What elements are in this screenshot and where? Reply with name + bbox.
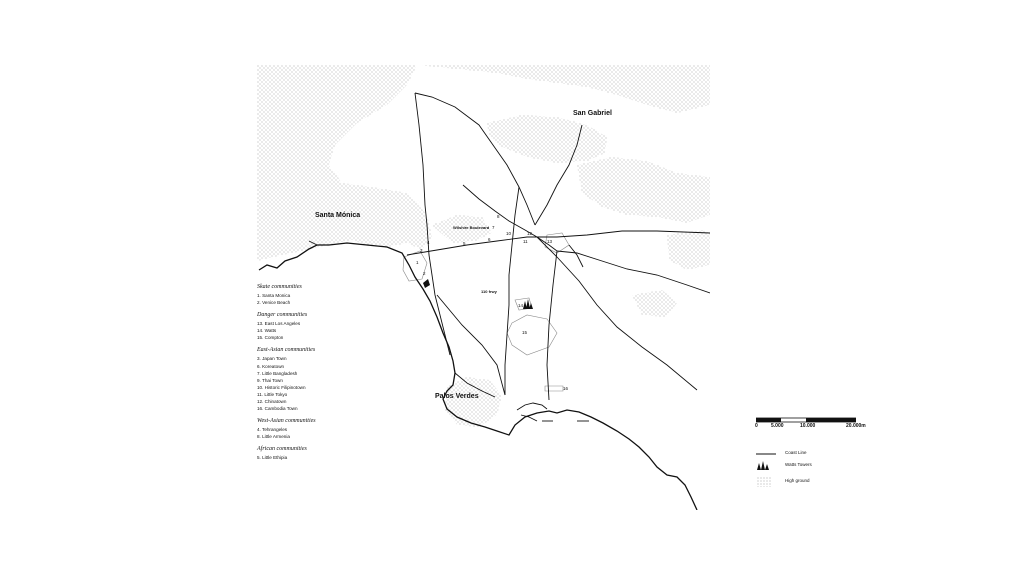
map-num-4: 4 xyxy=(427,240,430,245)
legend-item: 13. East Los Angeles xyxy=(257,321,301,327)
map-num-6: 6 xyxy=(488,237,491,242)
scale-label-5000: 5.000 xyxy=(771,423,784,429)
key-coast-line xyxy=(754,449,854,459)
key-high-ground xyxy=(754,477,854,487)
map-num-8: 8 xyxy=(497,214,500,219)
map-num-3: 3 xyxy=(420,248,423,253)
legend-item: 6. Koreatown xyxy=(257,363,285,369)
road-east-arc xyxy=(569,245,583,267)
high-ground-east xyxy=(577,157,710,223)
scale-label-20000m: 20.000m xyxy=(846,423,866,429)
map-num-11a: 11 xyxy=(523,239,528,244)
map-num-14: 14 xyxy=(518,303,524,308)
high-ground-east-3 xyxy=(632,290,677,317)
road-110-freeway xyxy=(505,187,519,395)
legend-item: 9. Thai Town xyxy=(257,377,283,383)
breakwater xyxy=(517,403,547,410)
legend-item: 11. Little Tokyo xyxy=(257,391,288,397)
legend-item: 12. Chinatown xyxy=(257,399,287,405)
map-num-15: 15 xyxy=(522,330,528,335)
legend-item: 10. Historic Filipinotown xyxy=(257,384,306,390)
legend-group-title: African communities xyxy=(257,446,307,453)
label-wilshire: Wilshire Boulevard xyxy=(453,225,490,230)
community-outlines xyxy=(403,233,569,391)
scale-bar xyxy=(755,412,866,430)
legend-item: 2. Venice Beach xyxy=(257,300,291,306)
legend-group-title: West-Asian communities xyxy=(257,418,316,425)
legend-item: 4. Tehrangeles xyxy=(257,427,288,433)
scale-label-0: 0 xyxy=(755,423,758,429)
map-num-10: 10 xyxy=(506,231,512,236)
map-num-1: 1 xyxy=(416,260,419,265)
map-num-7: 7 xyxy=(492,225,495,230)
legend-group-title: East-Asian communities xyxy=(257,347,316,354)
map-num-16: 16 xyxy=(563,386,569,391)
high-ground-swatch xyxy=(757,477,771,487)
legend-item: 3. Japan Town xyxy=(257,356,287,362)
watts-towers-swatch-icon xyxy=(757,461,771,470)
road-san-fernando xyxy=(415,93,535,225)
key-coast-line-label: Coast Line xyxy=(785,450,807,455)
map-num-5: 5 xyxy=(463,241,466,246)
legend-group-title: Skate communities xyxy=(257,284,302,290)
label-santa-monica: Santa Mónica xyxy=(315,212,361,219)
community-legend xyxy=(257,284,377,462)
high-ground-north xyxy=(417,65,710,113)
legend-item: 8. Little Armenia xyxy=(257,434,290,440)
legend-item: 15. Compton xyxy=(257,335,284,341)
legend-item: 1. Santa Monica xyxy=(257,293,291,298)
label-palos-verdes: Palos Verdes xyxy=(435,393,479,400)
high-ground-east-2 xyxy=(667,230,710,270)
key-watts-towers-label: Watts Towers xyxy=(785,462,812,467)
high-ground-west xyxy=(257,65,432,261)
scale-label-10000: 10.000 xyxy=(800,423,816,429)
watts-towers-icon xyxy=(523,299,533,309)
map-num-12: 12 xyxy=(527,231,533,236)
legend-item: 16. Cambodia Town xyxy=(257,406,298,412)
legend-item: 5. Little Ethipia xyxy=(257,455,288,461)
venice-marker xyxy=(423,279,430,288)
legend-item: 14. Watts xyxy=(257,328,277,334)
legend-group-title: Danger communities xyxy=(257,312,308,319)
label-110-frwy: 110 frwy xyxy=(481,289,497,294)
map-num-2: 2 xyxy=(423,271,426,276)
key-high-ground-label: High ground xyxy=(785,478,810,483)
label-san-gabriel: San Gabriel xyxy=(573,110,612,117)
map-num-13: 13 xyxy=(547,239,553,244)
high-ground-san-gabriel xyxy=(487,115,607,163)
key-watts-towers xyxy=(754,461,854,471)
area-cambodia-town xyxy=(545,386,563,391)
legend-item: 7. Little Bangladesh xyxy=(257,370,298,376)
coast-line-swatch xyxy=(756,450,776,458)
